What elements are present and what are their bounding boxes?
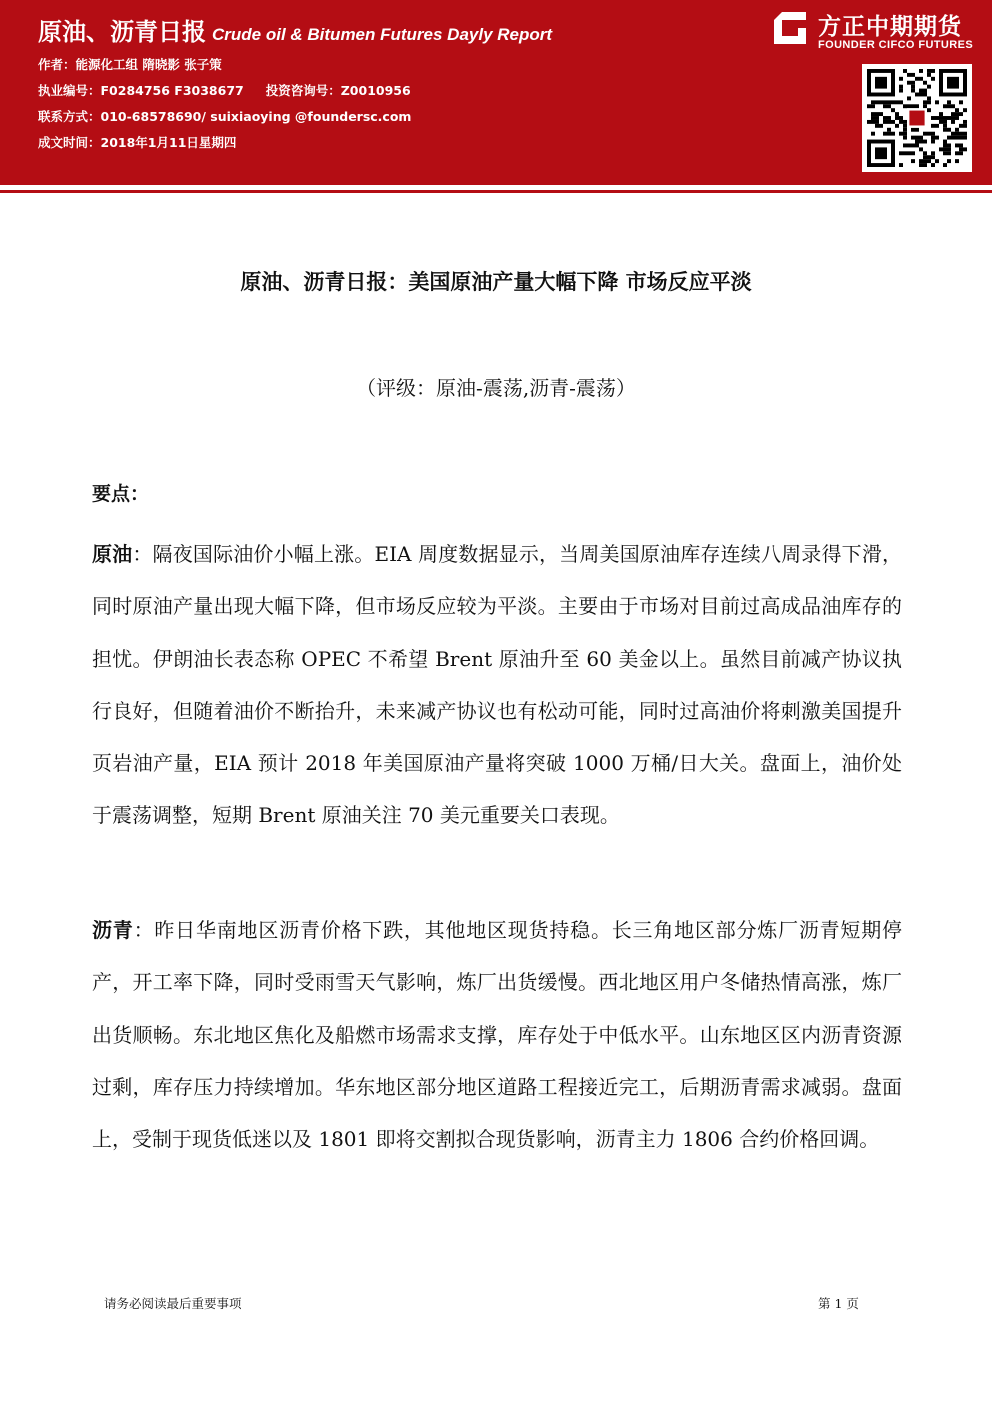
advisor-label: 投资咨询号： xyxy=(265,83,341,98)
qr-code-icon xyxy=(867,69,967,167)
report-title-en: Crude oil & Bitumen Futures Dayly Report xyxy=(212,25,553,44)
footer-note: 请务必阅读最后重要事项 xyxy=(104,1296,242,1311)
qr-code xyxy=(862,64,972,172)
license-label: 执业编号： xyxy=(38,83,101,98)
date-label: 成文时间： xyxy=(38,135,101,150)
bitumen-text: ：昨日华南地区沥青价格下跌，其他地区现货持稳。长三角地区部分炼厂沥青短期停产，开工率下降，同时受雨雪天气影响，炼厂出货缓慢。西北地区用户冬储热情高涨，炼厂出货顺畅。东北地区焦化及船燃市场需求支撑，库存处于中低水平。山东地区区内沥青资源过剩，库存压力持续增加。华东地区部分地区道路工程接近完工，后期沥青需求减弱。盘面上，受制于现货低迷以及 1801 即将交割拟合现货影响，沥青主力 1806 合约价格回调。 xyxy=(92,918,903,1152)
key-points-heading: 要点： xyxy=(92,483,150,505)
date-line xyxy=(38,135,411,161)
brand-name-cn: 方正中期期货 xyxy=(818,14,962,40)
author-line xyxy=(38,57,411,83)
crude-paragraph xyxy=(92,528,902,842)
brand-name-en: FOUNDER CIFCO FUTURES xyxy=(818,39,974,51)
founder-logo-icon xyxy=(770,8,810,48)
contact-label: 联系方式： xyxy=(38,109,101,124)
header-rule xyxy=(0,190,992,193)
license-numbers: F0284756 F3038677 xyxy=(100,83,244,98)
authors: 能源化工组 隋晓影 张子策 xyxy=(75,57,222,72)
rating: （评级：原油-震荡,沥青-震荡） xyxy=(356,376,636,400)
advisor-number: Z0010956 xyxy=(340,83,411,98)
report-header xyxy=(0,0,992,185)
report-meta xyxy=(38,57,411,161)
bitumen-paragraph xyxy=(92,904,902,1165)
crude-text: ：隔夜国际油价小幅上涨。EIA 周度数据显示，当周美国原油库存连续八周录得下滑，同时原油产量出现大幅下降，但市场反应较为平淡。主要由于市场对目前过高成品油库存的担忧。伊朗油长表态称 OPEC 不希望 Brent 原油升至 60 美金以上。虽然目前减产协议执行良好，但随着油价不断抬升，未来减产协议也有松动可能，同时过高油价将刺激美国提升页岩油产量，EIA 预计 2018 年美国原油产量将突破 1000 万桶/日大关。盘面上，油价处于震荡调整，短期 Brent 原油关注 70 美元重要关口表现。 xyxy=(92,542,902,828)
report-date: 2018年1月11日星期四 xyxy=(100,135,237,150)
bitumen-label: 沥青 xyxy=(92,918,134,942)
brand xyxy=(770,8,985,53)
author-label: 作者： xyxy=(38,57,76,72)
contact-info: 010-68578690/ suixiaoying @foundersc.com xyxy=(100,109,412,124)
document-title: 原油、沥青日报：美国原油产量大幅下降 市场反应平淡 xyxy=(240,270,752,294)
crude-label: 原油 xyxy=(92,542,133,566)
page-number: 第 1 页 xyxy=(818,1296,859,1311)
report-title xyxy=(38,12,552,47)
report-title-cn: 原油、沥青日报 xyxy=(38,18,206,46)
contact-line xyxy=(38,109,411,135)
license-line xyxy=(38,83,411,109)
